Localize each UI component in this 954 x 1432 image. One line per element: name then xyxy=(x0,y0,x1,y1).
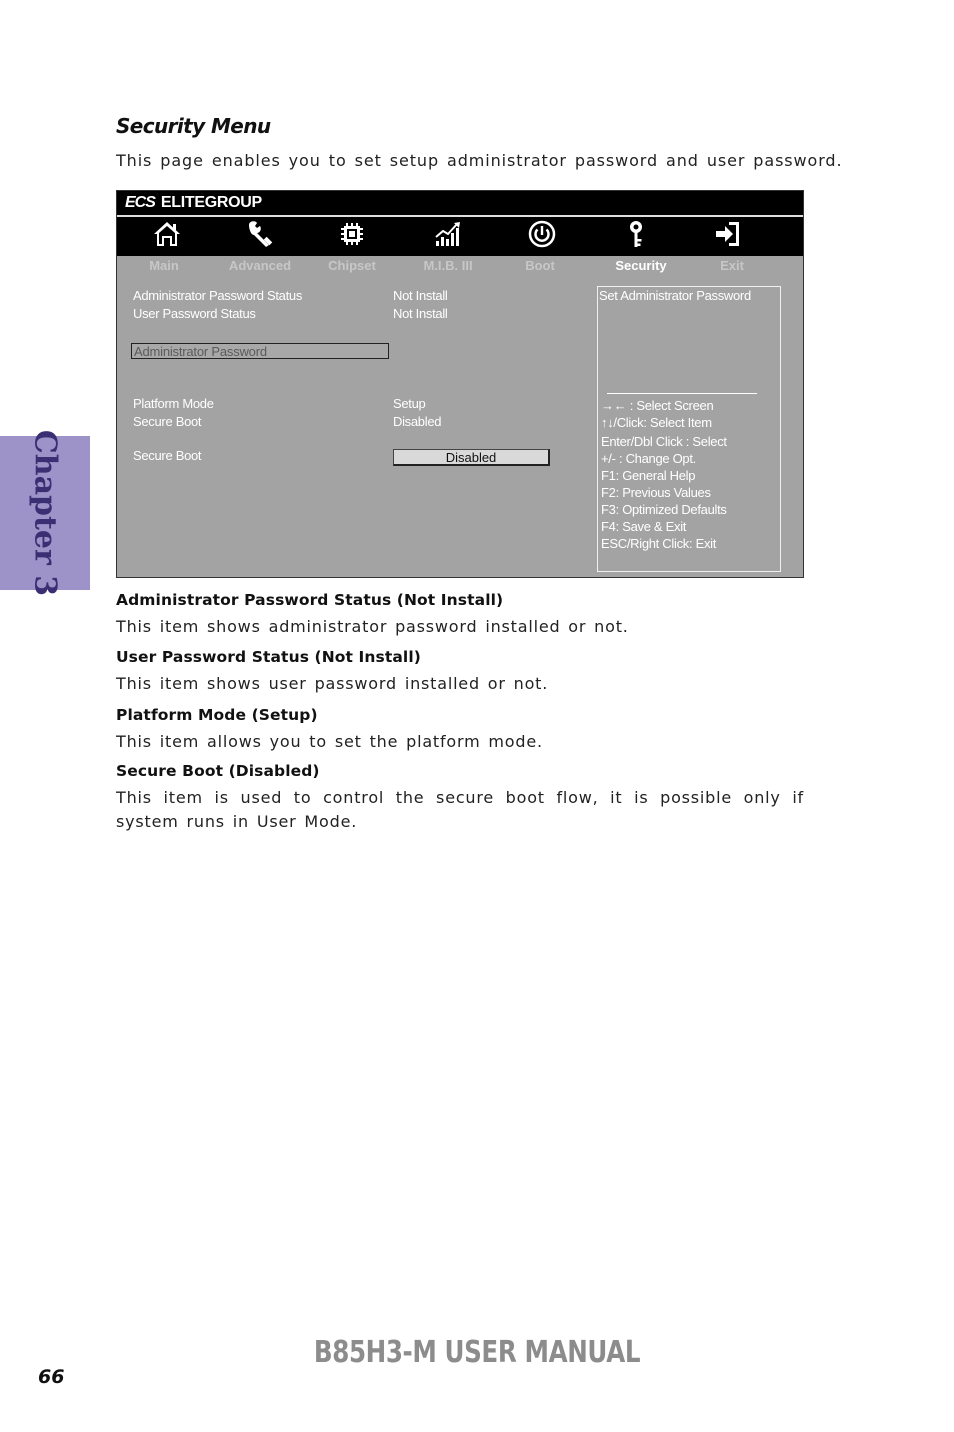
intro-text: This page enables you to set setup administrator password and user password. xyxy=(116,151,843,170)
section-title: Security Menu xyxy=(116,114,271,138)
platform-mode-label: Platform Mode xyxy=(133,396,214,411)
power-icon[interactable] xyxy=(527,219,557,249)
brand xyxy=(125,194,262,212)
admin-status-value: Not Install xyxy=(393,288,448,303)
ecs-logo: ECS xyxy=(125,194,155,211)
help-divider xyxy=(607,393,757,394)
bios-header xyxy=(117,191,803,256)
help-header: Set Administrator Password xyxy=(599,288,751,303)
key-icon[interactable] xyxy=(621,219,651,249)
admin-password-field-label: Administrator Password xyxy=(134,344,267,359)
tab-mib[interactable]: M.I.B. III xyxy=(423,258,473,273)
item-heading: Platform Mode (Setup) xyxy=(116,706,318,724)
chip-icon[interactable] xyxy=(337,219,367,249)
tab-chipset[interactable]: Chipset xyxy=(328,258,376,273)
help-line: +/- : Change Opt. xyxy=(601,451,696,466)
secure-boot-select[interactable] xyxy=(393,449,550,466)
page-number: 66 xyxy=(38,1366,65,1388)
help-panel xyxy=(597,286,781,572)
platform-mode-value: Setup xyxy=(393,396,426,411)
tab-advanced[interactable]: Advanced xyxy=(228,258,292,273)
home-icon[interactable] xyxy=(152,219,182,249)
help-line: F2: Previous Values xyxy=(601,485,711,500)
help-line: ESC/Right Click: Exit xyxy=(601,536,717,551)
secure-boot-select-label: Secure Boot xyxy=(133,448,202,463)
chapter-tab xyxy=(0,429,90,597)
manual-title: B85H3-M USER MANUAL xyxy=(313,1335,641,1370)
item-heading: Administrator Password Status (Not Install) xyxy=(116,591,504,609)
tab-main[interactable]: Main xyxy=(149,258,179,273)
admin-password-field[interactable] xyxy=(131,343,389,359)
brand-name: ELITEGROUP xyxy=(160,194,262,211)
chapter-tab-label: Chapter 3 xyxy=(27,429,63,597)
tab-exit[interactable]: Exit xyxy=(720,258,744,273)
user-status-label: User Password Status xyxy=(133,306,256,321)
item-description: This item is used to control the secure boot flow, it is possible only if system runs in User Mode. xyxy=(116,788,804,831)
help-line: ↑↓/Click: Select Item xyxy=(601,415,712,430)
help-line: →← : Select Screen xyxy=(601,398,714,413)
tab-boot[interactable]: Boot xyxy=(525,258,555,273)
admin-status-label: Administrator Password Status xyxy=(133,288,303,303)
item-description: This item allows you to set the platform mode. xyxy=(116,732,543,751)
secure-boot-value: Disabled xyxy=(393,414,442,429)
secure-boot-label: Secure Boot xyxy=(133,414,202,429)
help-line: F3: Optimized Defaults xyxy=(601,502,727,517)
item-description: This item shows user password installed or not. xyxy=(116,674,549,693)
item-heading: Secure Boot (Disabled) xyxy=(116,762,320,780)
help-line: F4: Save & Exit xyxy=(601,519,687,534)
help-line: Enter/Dbl Click : Select xyxy=(601,434,727,449)
secure-boot-select-value: Disabled xyxy=(445,450,497,465)
wrench-icon[interactable] xyxy=(245,219,275,249)
user-status-value: Not Install xyxy=(393,306,448,321)
bios-screenshot xyxy=(116,190,804,578)
exit-icon[interactable] xyxy=(713,219,743,249)
tab-security[interactable]: Security xyxy=(615,258,667,273)
help-line: F1: General Help xyxy=(601,468,696,483)
chart-icon[interactable] xyxy=(433,219,463,249)
header-divider xyxy=(117,215,803,217)
item-heading: User Password Status (Not Install) xyxy=(116,648,421,666)
item-description: This item shows administrator password installed or not. xyxy=(116,617,629,636)
